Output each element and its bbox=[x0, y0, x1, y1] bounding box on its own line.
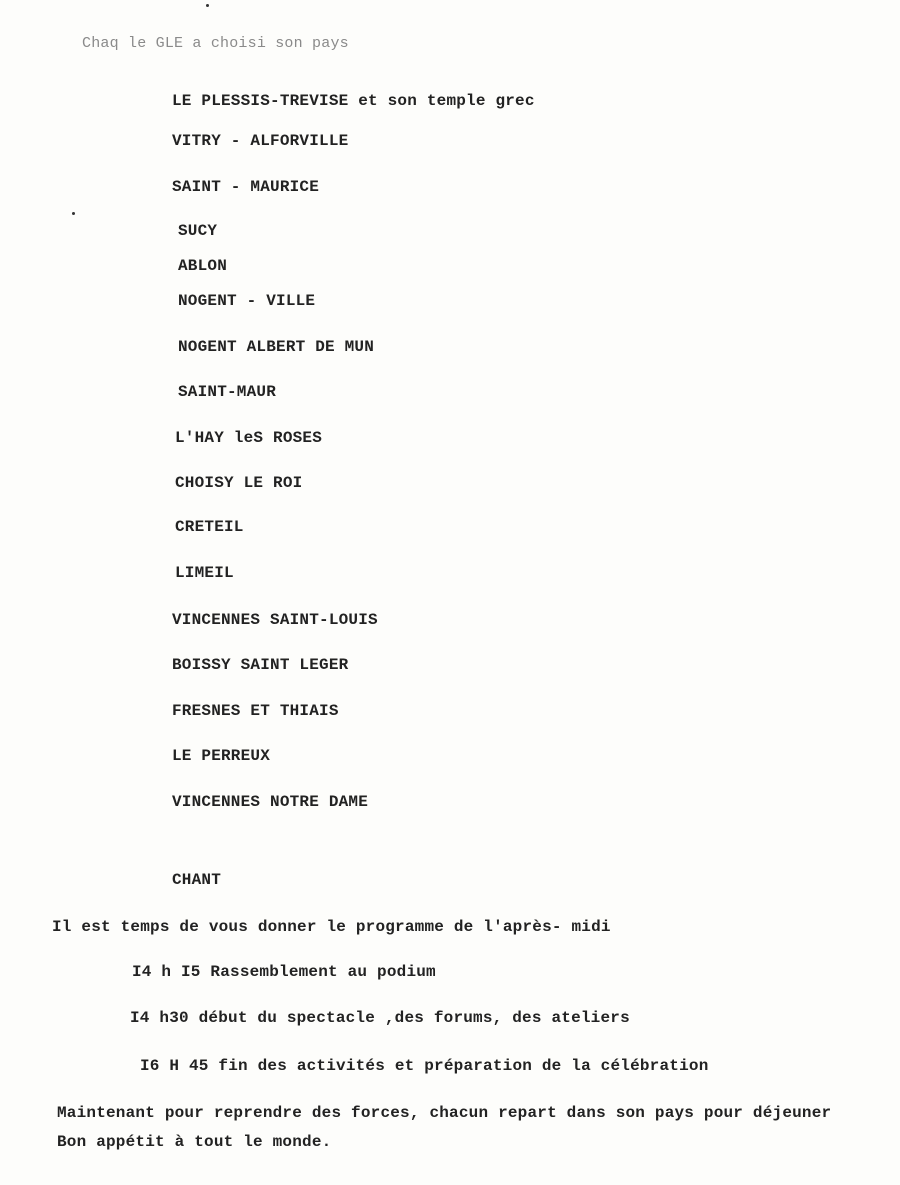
parish-item: LE PLESSIS-TREVISE et son temple grec bbox=[172, 92, 535, 110]
header-line: Chaq le GLE a choisi son pays bbox=[82, 35, 349, 52]
parish-item: LE PERREUX bbox=[172, 747, 271, 765]
parish-item: BOISSY SAINT LEGER bbox=[172, 656, 349, 674]
parish-item: ABLON bbox=[178, 257, 228, 275]
schedule-item: I4 h I5 Rassemblement au podium bbox=[132, 963, 436, 981]
parish-item: VINCENNES SAINT-LOUIS bbox=[172, 611, 378, 629]
parish-item: VITRY - ALFORVILLE bbox=[172, 132, 349, 150]
parish-item: VINCENNES NOTRE DAME bbox=[172, 793, 369, 811]
schedule-item: I6 H 45 fin des activités et préparation de la célébration bbox=[140, 1057, 709, 1075]
schedule-item: I4 h30 début du spectacle ,des forums, des ateliers bbox=[130, 1009, 630, 1027]
parish-item: L'HAY leS ROSES bbox=[175, 429, 323, 447]
parish-item: NOGENT ALBERT DE MUN bbox=[178, 338, 375, 356]
chant-heading: CHANT bbox=[172, 871, 222, 889]
parish-item: CHOISY LE ROI bbox=[175, 474, 303, 492]
parish-item: SAINT-MAUR bbox=[178, 383, 277, 401]
program-intro: Il est temps de vous donner le programme de l'après- midi bbox=[52, 918, 611, 936]
parish-item: LIMEIL bbox=[175, 564, 234, 582]
parish-item: SAINT - MAURICE bbox=[172, 178, 320, 196]
closing-line: Bon appétit à tout le monde. bbox=[57, 1133, 332, 1151]
parish-item: NOGENT - VILLE bbox=[178, 292, 316, 310]
parish-item: SUCY bbox=[178, 222, 218, 240]
closing-line: Maintenant pour reprendre des forces, chacun repart dans son pays pour déjeuner bbox=[57, 1104, 832, 1122]
parish-item: FRESNES ET THIAIS bbox=[172, 702, 339, 720]
speck-mark bbox=[72, 212, 75, 215]
speck-mark bbox=[206, 4, 209, 7]
parish-item: CRETEIL bbox=[175, 518, 244, 536]
